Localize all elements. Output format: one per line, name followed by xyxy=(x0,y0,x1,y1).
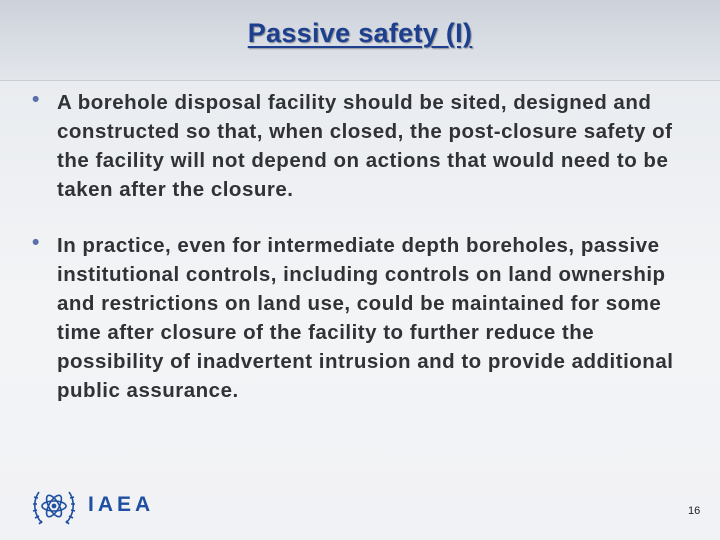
bullet-list xyxy=(32,88,702,432)
bullet-item xyxy=(32,231,702,405)
bullet-text: In practice, even for intermediate depth boreholes, passive institutional controls, including controls on land ownership and restrictions on land use, could be maintained for some time after closure of the facility to further reduce the possibility of inadvertent intrusion and to provide additional public assurance. xyxy=(57,234,674,402)
bullet-marker: • xyxy=(32,231,40,254)
org-name: IAEA xyxy=(88,493,155,516)
bullet-marker: • xyxy=(32,88,40,111)
slide-header xyxy=(0,0,720,81)
bullet-item xyxy=(32,88,702,204)
slide-title: Passive safety (I) xyxy=(247,18,473,48)
bullet-text: A borehole disposal facility should be sited, designed and constructed so that, when closed, the post-closure safety of the facility will not depend on actions that would need to be taken after the closure. xyxy=(57,91,673,201)
page-number: 16 xyxy=(688,505,701,517)
iaea-emblem-icon xyxy=(30,484,78,530)
